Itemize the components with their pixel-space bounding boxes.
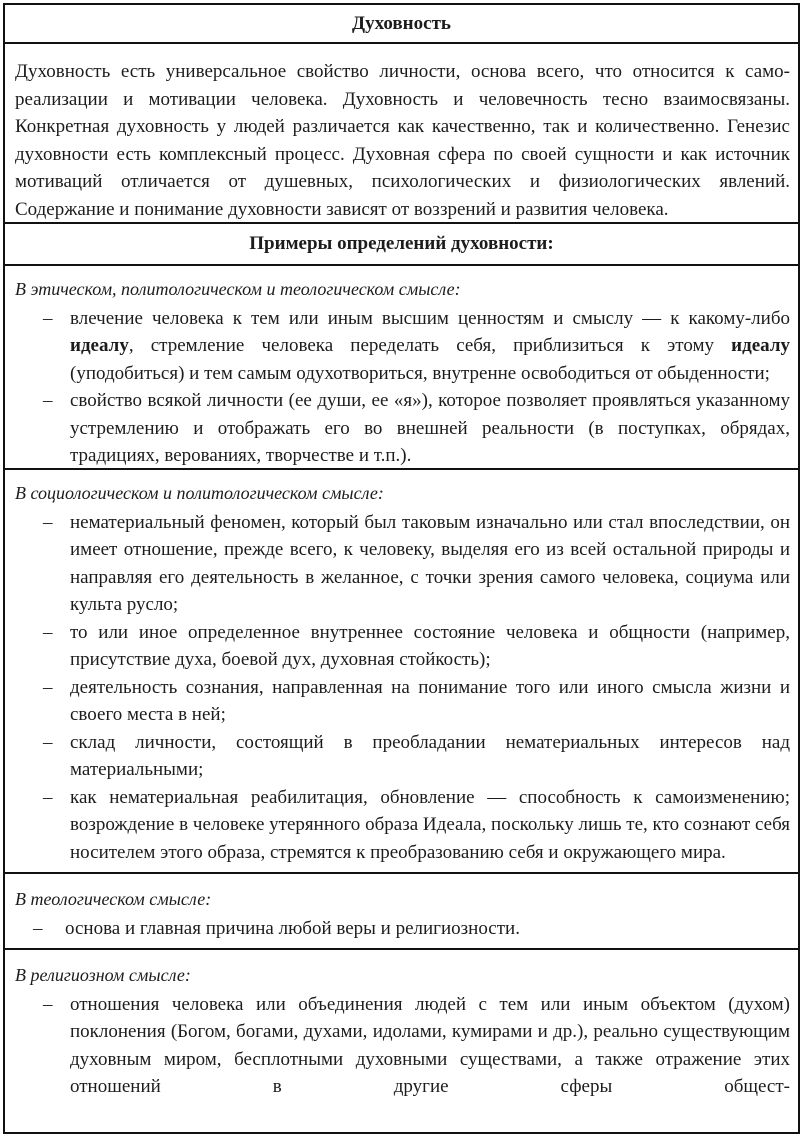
- dash-bullet-icon: –: [43, 307, 53, 329]
- section-religious: [5, 950, 798, 1131]
- section-heading: В религиозном смысле:: [15, 965, 191, 985]
- section-sociological: [5, 470, 798, 874]
- definition-list: [15, 991, 790, 1101]
- list-item-text: то или иное определенное внутреннее состояние человека и общности (например, присутствие духа, боевой дух, духовная стойкость);: [70, 621, 790, 670]
- text-run: (уподобиться) и тем самым одухотвориться, внутренне освободиться от обыденности;: [70, 362, 770, 384]
- dash-bullet-icon: –: [43, 511, 53, 533]
- dash-bullet-icon: –: [33, 917, 43, 939]
- section-theological: [5, 874, 798, 950]
- list-item: [15, 509, 790, 619]
- list-item: [15, 305, 790, 388]
- list-item-text: [70, 308, 790, 384]
- list-item-text: отношения человека или объединения людей с тем или иным объектом (духом) поклонения (Богом, богами, духами, идолами, кумирами и др.), реально существующим духовным миром, бесплотными духовными существами, а также отражение этих отношений в другие сферы общест-: [70, 993, 790, 1097]
- intro-cell: [5, 44, 798, 224]
- list-item: [15, 915, 790, 943]
- dash-bullet-icon: –: [43, 731, 53, 753]
- list-item: [15, 729, 790, 784]
- list-item: [15, 991, 790, 1101]
- bold-term: идеалу: [731, 335, 790, 356]
- definition-list: [15, 305, 790, 470]
- dash-bullet-icon: –: [43, 621, 53, 643]
- examples-title-cell: [5, 224, 798, 266]
- list-item-text: основа и главная причина любой веры и религиозности.: [65, 917, 520, 939]
- list-item: [15, 619, 790, 674]
- table-title: Духовность: [352, 12, 451, 34]
- dash-bullet-icon: –: [43, 390, 53, 411]
- section-heading: В социологическом и политологическом смысле:: [15, 483, 384, 503]
- section-heading: В этическом, политологическом и теологическом смысле:: [15, 279, 461, 299]
- dash-bullet-icon: –: [43, 993, 53, 1015]
- examples-title: Примеры определений духовности:: [249, 233, 554, 254]
- list-item-text: как нематериальная реабилитация, обновление — способность к самоизменению; возрождение в человеке утерянного образа Идеала, поскольку лишь те, кто сознают себя носителем этого образа, стремятся к преобразованию себя и окружающего мира.: [70, 786, 790, 863]
- bold-term: идеалу: [70, 335, 129, 356]
- table-title-cell: [5, 5, 798, 44]
- dash-bullet-icon: –: [43, 676, 53, 698]
- section-ethical: [5, 266, 798, 470]
- text-run: влечение человека к тем или иным высшим ценностям и смыслу — к какому-либо: [70, 307, 790, 329]
- list-item: [15, 784, 790, 867]
- definition-list: [15, 509, 790, 867]
- definition-list: [15, 915, 790, 943]
- list-item-text: нематериальный феномен, который был таковым изначально или стал впоследствии, он имеет отношение, прежде всего, к человеку, выделяя его из всей остальной природы и направляя его деятельность в желанное, с точки зрения самого человека, социума или культа русло;: [70, 511, 790, 615]
- definitions-table: [3, 3, 800, 1134]
- list-item: [15, 674, 790, 729]
- list-item-text: деятельность сознания, направленная на понимание того или иного смысла жизни и своего места в ней;: [70, 676, 790, 725]
- list-item: [15, 387, 790, 470]
- dash-bullet-icon: –: [43, 786, 53, 808]
- list-item-text: свойство всякой личности (ее души, ее «я»), которое позволяет проявляться указанному устремлению и отображать его во внешней реальности (в поступках, обрядах, традициях, верованиях, творчестве и т.п.).: [70, 390, 790, 466]
- list-item-text: склад личности, состоящий в преобладании нематериальных интересов над материальными;: [70, 731, 790, 780]
- intro-paragraph: Духовность есть универсальное свойство личности, основа всего, что относится к самореализации и мотивации человека. Духовность и человечность тесно взаимосвязаны. Конкретная духовность у людей различается как качественно, так и количественно. Генезис духовности есть комплексный процесс. Духовная сфера по своей сущности и как источник мотиваций отличается от душевных, психологических и физиологических явлений. Содержание и понимание духовности зависят от воззрений и развития человека.: [15, 61, 790, 220]
- section-heading: В теологическом смысле:: [15, 889, 212, 909]
- text-run: , стремление человека переделать себя, приблизиться к этому: [128, 335, 732, 356]
